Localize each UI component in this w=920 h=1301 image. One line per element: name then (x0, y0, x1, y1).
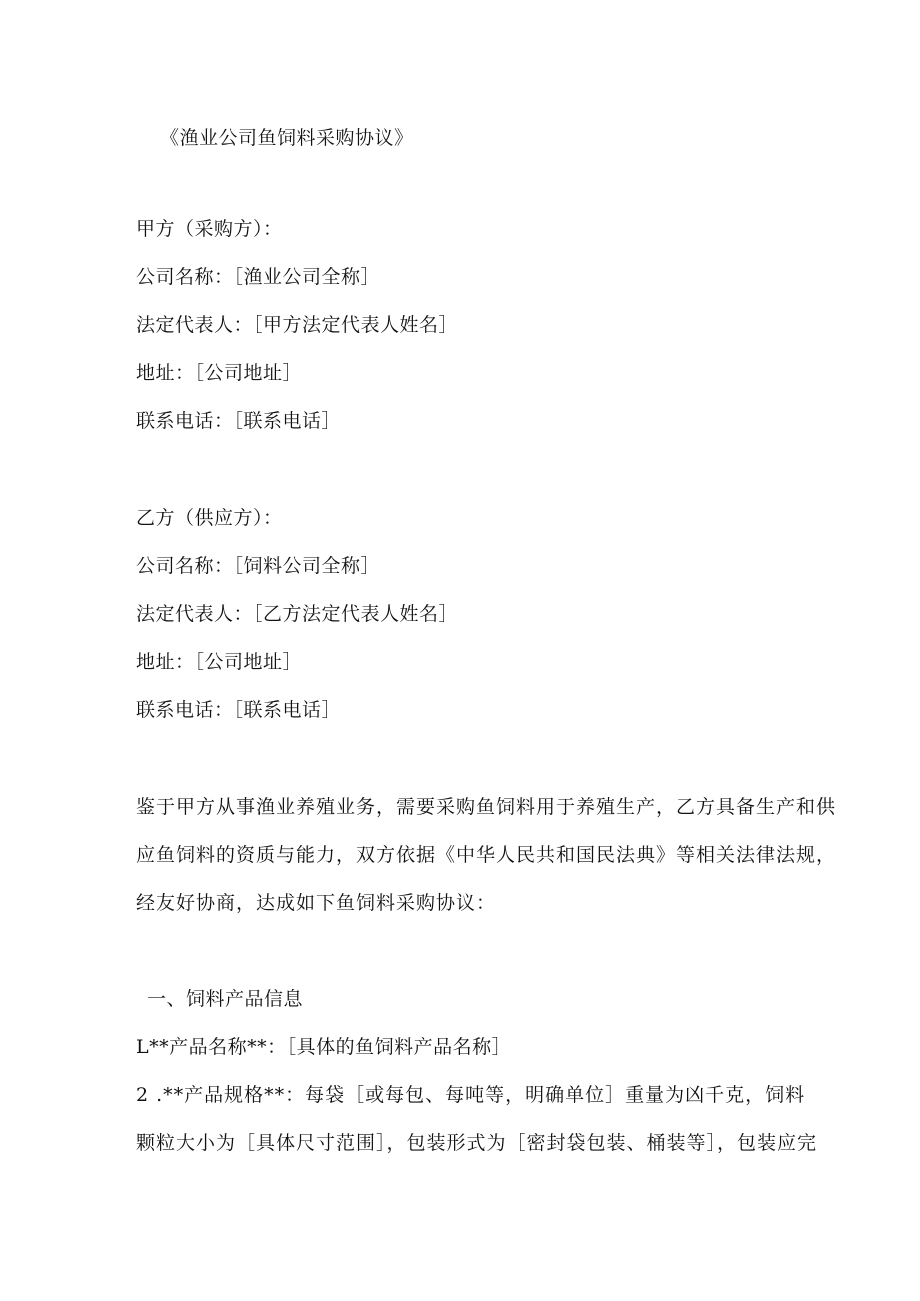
preamble-line: 经友好协商，达成如下鱼饲料采购协议： (136, 892, 497, 914)
product-spec-line: 颗粒大小为［具体尺寸范围］，包装形式为［密封袋包装、桶装等］，包装应完 (136, 1132, 818, 1154)
party-b-phone: 联系电话：［联系电话］ (136, 699, 342, 721)
party-a-company: 公司名称：［渔业公司全称］ (136, 266, 381, 288)
party-b-heading: 乙方（供应方）： (136, 507, 283, 529)
preamble-line: 鉴于甲方从事渔业养殖业务，需要采购鱼饲料用于养殖生产，乙方具备生产和供 (136, 796, 837, 818)
party-a-phone: 联系电话：［联系电话］ (136, 410, 342, 432)
product-name-item: L**产品名称**：［具体的鱼饲料产品名称］ (136, 1036, 512, 1058)
preamble-line: 应鱼饲料的资质与能力，双方依据《中华人民共和国民法典》等相关法律法规， (136, 844, 837, 866)
party-b-company: 公司名称：［饲料公司全称］ (136, 555, 381, 577)
party-b-address: 地址：［公司地址］ (136, 651, 303, 673)
product-spec-line: 2 .**产品规格**：每袋［或每包、每吨等，明确单位］重量为凶千克，饲料 (136, 1084, 806, 1106)
party-a-heading: 甲方（采购方）： (136, 218, 283, 240)
party-a-address: 地址：［公司地址］ (136, 362, 303, 384)
party-b-representative: 法定代表人：［乙方法定代表人姓名］ (136, 603, 459, 625)
document-title: 《渔业公司鱼饲料采购协议》 (160, 127, 414, 149)
section-heading: 一、饲料产品信息 (147, 988, 304, 1010)
party-a-representative: 法定代表人：［甲方法定代表人姓名］ (136, 314, 459, 336)
